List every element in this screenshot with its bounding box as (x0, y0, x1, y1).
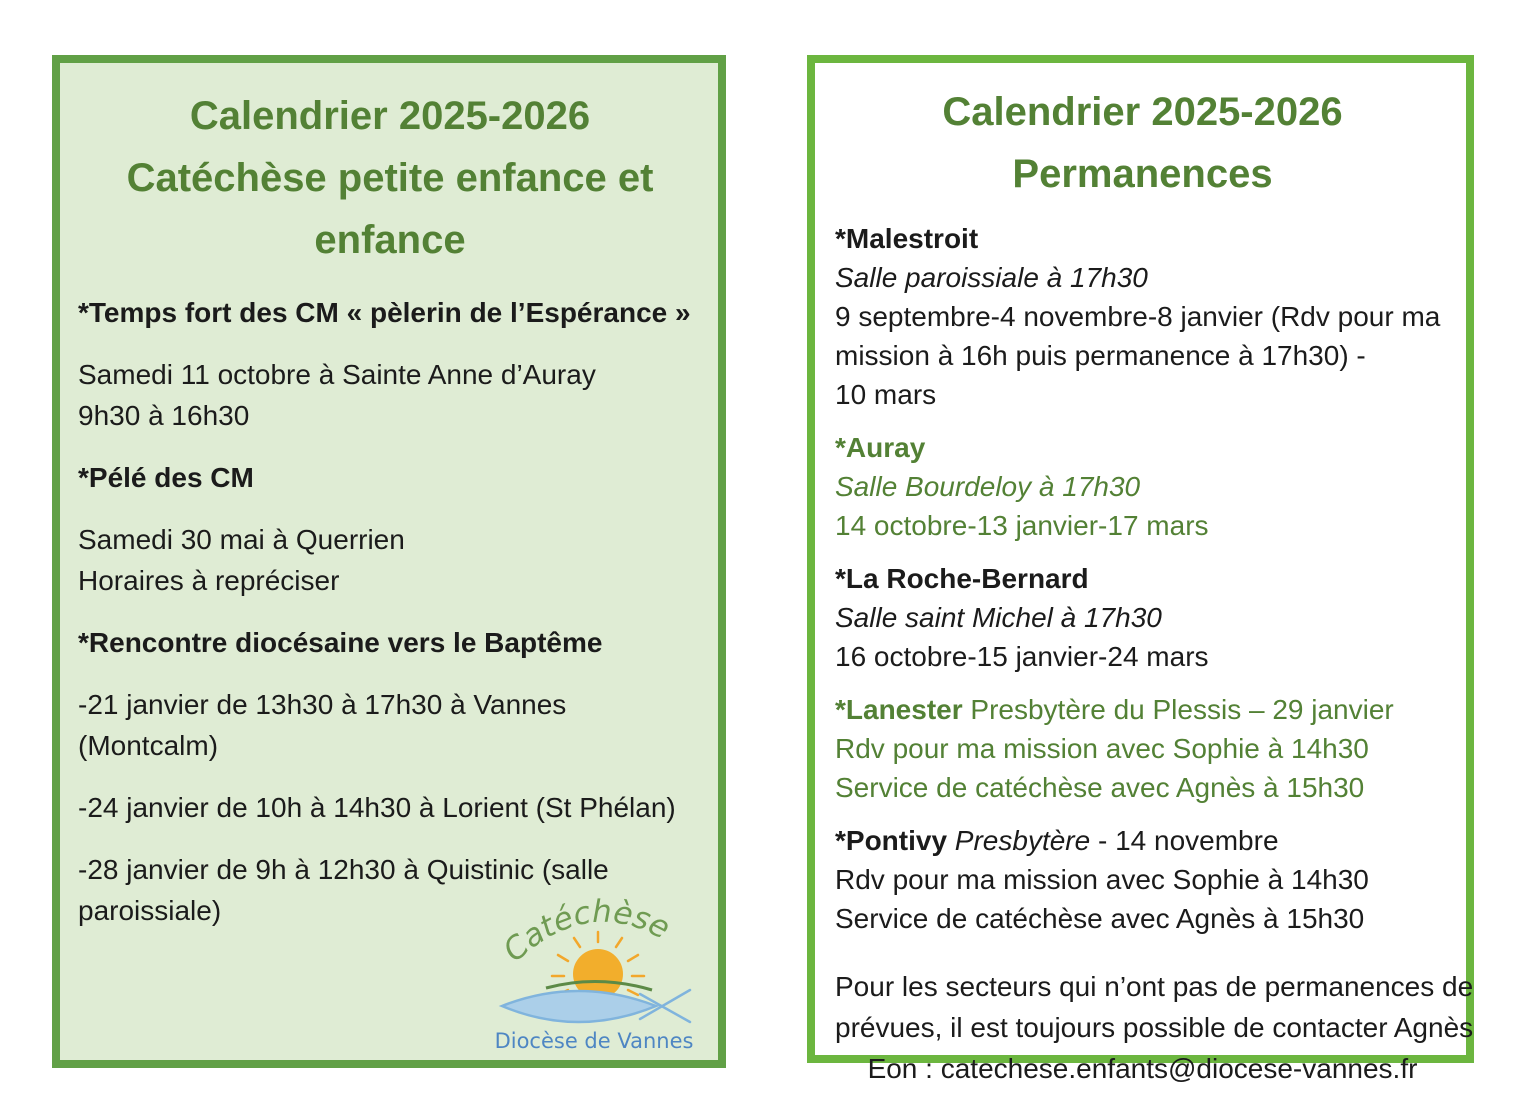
paragraph-date-lorient (78, 787, 702, 828)
section-heading-temps-fort (78, 292, 702, 333)
left-panel-title (78, 85, 702, 271)
right-panel-body (835, 219, 1474, 1089)
text-line: Service de catéchèse avec Agnès à 15h30 (835, 903, 1365, 934)
title-line: Calendrier 2025-2026 (942, 90, 1343, 134)
fish-icon (502, 990, 690, 1022)
text-line: (Montcalm) (78, 730, 219, 761)
permanence-name: *La Roche-Bernard (835, 563, 1089, 594)
section-heading-pele-cm (78, 457, 702, 498)
text-line: Rdv pour ma mission avec Sophie à 14h30 (835, 733, 1369, 764)
permanence-place: Salle saint Michel à 17h30 (835, 602, 1162, 633)
text-line: 9h30 à 16h30 (78, 400, 250, 431)
permanence-detail: - 14 novembre (1090, 825, 1279, 856)
paragraph-pele-details (78, 519, 702, 601)
text-line: *Rencontre diocésaine vers le Baptême (78, 627, 603, 658)
permanence-name: *Auray (835, 432, 926, 463)
text-line: Samedi 11 octobre à Sainte Anne d’Auray (78, 359, 596, 390)
permanence-la-roche-bernard (835, 559, 1450, 676)
text-line: Service de catéchèse avec Agnès à 15h30 (835, 772, 1365, 803)
text-line: -21 janvier de 13h30 à 17h30 à Vannes (78, 689, 567, 720)
catechese-diocese-logo (490, 880, 706, 1056)
permanence-name: *Malestroit (835, 223, 979, 254)
permanence-name: *Pontivy (835, 825, 948, 856)
permanence-malestroit (835, 219, 1450, 414)
text-line: *Pélé des CM (78, 462, 254, 493)
permanence-lanester (835, 690, 1450, 807)
left-flyer-panel (52, 55, 726, 1068)
logo-arc-text: Catéchèse (496, 893, 676, 970)
text-line: Rdv pour ma mission avec Sophie à 14h30 (835, 864, 1369, 895)
permanence-name: *Lanester (835, 694, 963, 725)
paragraph-date-vannes (78, 684, 702, 766)
contact-email: Eon : catechese.enfants@diocese-vannes.fr (867, 1053, 1418, 1084)
text-line: *Temps fort des CM « pèlerin de l’Espérance » (78, 297, 691, 328)
text-line: 16 octobre-15 janvier-24 mars (835, 641, 1209, 672)
title-line: Calendrier 2025-2026 (189, 94, 591, 138)
text-line: -28 janvier de 9h à 12h30 à Quistinic (salle (78, 854, 609, 885)
permanence-pontivy (835, 821, 1450, 938)
permanence-detail: Presbytère du Plessis – 29 janvier (962, 694, 1394, 725)
text-line: Horaires à repréciser (78, 565, 340, 596)
title-line: Catéchèse petite enfance et (126, 156, 654, 200)
paragraph-temps-fort-details (78, 354, 702, 436)
permanence-place: Salle paroissiale à 17h30 (835, 262, 1148, 293)
text-line: Samedi 30 mai à Querrien (78, 524, 405, 555)
left-panel-body (78, 292, 702, 931)
section-heading-rencontre-bapteme (78, 622, 702, 663)
text-line: 10 mars (835, 379, 937, 410)
permanence-place: Presbytère (947, 825, 1091, 856)
right-flyer-panel (807, 55, 1474, 1084)
text-line: prévues, il est toujours possible de contacter Agnès (835, 1012, 1474, 1043)
text-line: -24 janvier de 10h à 14h30 à Lorient (St Phélan) (78, 792, 676, 823)
permanence-place: Salle Bourdeloy à 17h30 (835, 471, 1141, 502)
logo-caption: Diocèse de Vannes (494, 1029, 694, 1053)
text-line: 14 octobre-13 janvier-17 mars (835, 510, 1209, 541)
contact-note (835, 966, 1474, 1089)
text-line: paroissiale) (78, 895, 222, 926)
text-line (835, 821, 1450, 860)
title-line: Permanences (1012, 152, 1273, 196)
permanence-auray (835, 428, 1450, 545)
right-panel-title (835, 81, 1450, 205)
text-line: Pour les secteurs qui n’ont pas de permanences de (835, 971, 1474, 1002)
text-line: mission à 16h puis permanence à 17h30) - (835, 340, 1366, 371)
text-line: 9 septembre-4 novembre-8 janvier (Rdv pour ma (835, 301, 1441, 332)
text-line (835, 690, 1450, 729)
title-line: enfance (314, 218, 466, 262)
